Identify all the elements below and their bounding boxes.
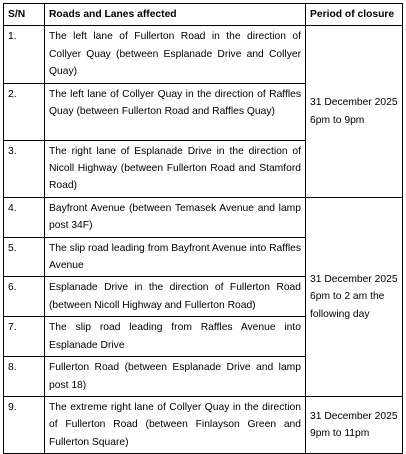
row-roads: The left lane of Fullerton Road in the direction of Collyer Quay (between Esplanade Drive and Collyer Quay)	[45, 26, 306, 83]
row-roads: Fullerton Road (between Esplanade Drive and lamp post 18)	[45, 357, 306, 397]
period-time: 6pm to 2 am the following day	[310, 291, 385, 320]
period-time: 9pm to 11pm	[310, 428, 370, 440]
period-time: 6pm to 9pm	[310, 114, 365, 126]
header-roads: Roads and Lanes affected	[45, 4, 306, 26]
row-sn: 5.	[4, 237, 45, 277]
header-period: Period of closure	[306, 4, 403, 26]
table-header-row	[4, 4, 403, 26]
table-row	[4, 396, 403, 453]
row-roads: The right lane of Esplanade Drive in the direction of Nicoll Highway (between Fullerton Road and Stamford Road)	[45, 140, 306, 197]
period-cell	[306, 396, 403, 453]
table-row	[4, 26, 403, 83]
row-roads: The left lane of Collyer Quay in the direction of Raffles Quay (between Fullerton Road and Raffles Quay)	[45, 83, 306, 140]
period-cell	[306, 197, 403, 396]
period-date: 31 December 2025	[310, 410, 398, 422]
row-sn: 2.	[4, 83, 45, 140]
row-sn: 1.	[4, 26, 45, 83]
road-closure-table	[3, 3, 403, 454]
period-date: 31 December 2025	[310, 273, 398, 285]
row-roads: The slip road leading from Bayfront Avenue into Raffles Avenue	[45, 237, 306, 277]
row-roads: Esplanade Drive in the direction of Fullerton Road (between Nicoll Highway and Fullerton Road)	[45, 277, 306, 317]
row-sn: 9.	[4, 396, 45, 453]
row-sn: 4.	[4, 197, 45, 237]
row-sn: 6.	[4, 277, 45, 317]
row-sn: 7.	[4, 317, 45, 357]
table-row	[4, 197, 403, 237]
row-sn: 8.	[4, 357, 45, 397]
row-roads: The extreme right lane of Collyer Quay in the direction of Fullerton Road (between Finlayson Green and Fullerton Square)	[45, 396, 306, 453]
header-sn: S/N	[4, 4, 45, 26]
row-roads: Bayfront Avenue (between Temasek Avenue and lamp post 34F)	[45, 197, 306, 237]
row-roads: The slip road leading from Raffles Avenue into Esplanade Drive	[45, 317, 306, 357]
period-date: 31 December 2025	[310, 97, 398, 109]
row-sn: 3.	[4, 140, 45, 197]
period-cell	[306, 26, 403, 197]
